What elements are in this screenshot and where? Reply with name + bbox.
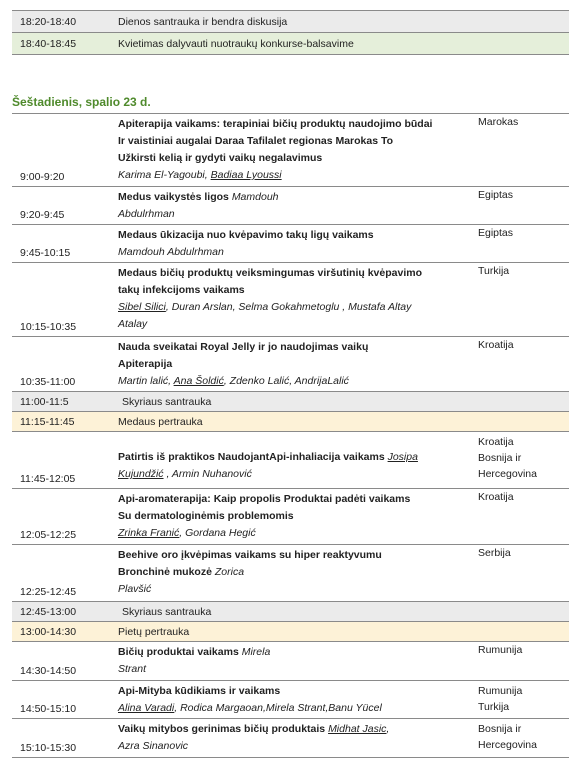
time-cell: 9:00-9:20 [20, 171, 65, 183]
talk-title: Bičių produktai vaikams [118, 646, 242, 658]
author: Plavšić [118, 583, 152, 595]
table-row [12, 225, 569, 263]
time-cell: 18:40-18:45 [20, 37, 77, 50]
talk-title: Užkirsti kelią ir gydyti vaikų negalavimus [118, 152, 323, 164]
author: Karima El-Yagoubi, [118, 169, 211, 181]
table-row [12, 622, 569, 642]
author: Strant [118, 663, 147, 675]
country-cell: Hercegovina [478, 468, 537, 480]
talk-title: Nauda sveikatai Royal Jelly ir jo naudojimas vaikų [118, 341, 369, 353]
session-title: Pietų pertrauka [118, 625, 190, 638]
day-heading: Šeštadienis, spalio 23 d. [12, 95, 151, 109]
session-title: Skyriaus santrauka [122, 605, 212, 618]
table-row [12, 33, 569, 55]
time-cell: 14:30-14:50 [20, 665, 77, 677]
country-cell: Bosnija ir [478, 723, 522, 735]
session-title: Skyriaus santrauka [122, 395, 212, 408]
session-title: Medaus pertrauka [118, 415, 203, 428]
country-cell: Serbija [478, 547, 511, 559]
table-row [12, 602, 569, 622]
top-schedule-table [12, 10, 569, 55]
table-row [12, 263, 569, 337]
author-link[interactable]: Zrinka Franić [118, 527, 180, 539]
time-cell: 11:15-11:45 [20, 415, 75, 428]
country-cell: Rumunija [478, 644, 523, 656]
author-link[interactable]: Badiaa Lyoussi [210, 169, 282, 181]
country-cell: Egiptas [478, 227, 514, 239]
session-title: Kvietimas dalyvauti nuotraukų konkurse-balsavime [118, 37, 354, 50]
time-cell: 11:00-11:5 [20, 395, 69, 408]
table-row [12, 392, 569, 412]
author-link[interactable]: Kujundžić [118, 468, 164, 480]
author: Mirela [241, 646, 271, 658]
author: Martin lalić, [118, 375, 174, 387]
author: Mamdouh [231, 191, 279, 203]
table-row [12, 10, 569, 33]
author: , Gordana Hegić [179, 527, 256, 539]
table-row [12, 432, 569, 489]
author: , [386, 723, 390, 735]
talk-title: Api-aromaterapija: Kaip propolis Produktai padėti vaikams [118, 493, 411, 505]
talk-title: Beehive oro įkvėpimas vaikams su hiper reaktyvumu [118, 549, 382, 561]
author-link[interactable]: Sibel Silici [118, 301, 166, 313]
table-row [12, 545, 569, 602]
table-row [12, 489, 569, 545]
table-row [12, 337, 569, 392]
table-row [12, 412, 569, 432]
author: , Zdenko Lalić, [223, 375, 295, 387]
talk-title: Patirtis iš praktikos NaudojantApi-inhaliacija vaikams [118, 451, 388, 463]
session-title: Dienos santrauka ir bendra diskusija [118, 15, 288, 28]
talk-title: takų infekcijoms vaikams [118, 284, 245, 296]
talk-title: Medus vaikystės ligos [118, 191, 232, 203]
table-row [12, 113, 569, 187]
talk-title: Apiterapija [118, 358, 173, 370]
country-cell: Egiptas [478, 189, 514, 201]
table-row [12, 681, 569, 719]
time-cell: 12:25-12:45 [20, 586, 77, 598]
talk-title: Bronchinė mukozė [118, 566, 215, 578]
author: Mamdouh Abdulrhman [118, 246, 224, 258]
time-cell: 9:20-9:45 [20, 209, 65, 221]
country-cell: Kroatija [478, 491, 514, 503]
author-link[interactable]: Ana Šoldić [173, 375, 224, 387]
author: AndrijaLalić [294, 375, 349, 387]
table-row [12, 719, 569, 758]
country-cell: Turkija [478, 701, 510, 713]
talk-title: Su dermatologinėmis problemomis [118, 510, 294, 522]
talk-title: Api-Mityba kūdikiams ir vaikams [118, 685, 281, 697]
author: Abdulrhman [118, 208, 175, 220]
time-cell: 18:20-18:40 [20, 15, 77, 28]
time-cell: 12:05-12:25 [20, 529, 77, 541]
time-cell: 11:45-12:05 [20, 473, 76, 485]
country-cell: Turkija [478, 265, 510, 277]
time-cell: 12:45-13:00 [20, 605, 77, 618]
saturday-schedule-table [12, 113, 569, 758]
author-link[interactable]: Alina Varadi [118, 702, 175, 714]
time-cell: 15:10-15:30 [20, 742, 77, 754]
time-cell: 14:50-15:10 [20, 703, 77, 715]
author-link[interactable]: Midhat Jasic [328, 723, 387, 735]
talk-title: Apiterapija vaikams: terapiniai bičių produktų naudojimo būdai [118, 118, 433, 130]
country-cell: Marokas [478, 116, 519, 128]
country-cell: Bosnija ir [478, 452, 522, 464]
talk-title: Medaus ūkizacija nuo kvėpavimo takų ligų vaikams [118, 229, 374, 241]
time-cell: 10:35-11:00 [20, 376, 76, 388]
time-cell: 9:45-10:15 [20, 247, 71, 259]
author-link[interactable]: Josipa [387, 451, 418, 463]
talk-title: Medaus bičių produktų veiksmingumas viršutinių kvėpavimo [118, 267, 422, 279]
table-row [12, 187, 569, 225]
table-row [12, 642, 569, 681]
talk-title: Ir vaistiniai augalai Daraa Tafilalet regionas Marokas To [118, 135, 394, 147]
time-cell: 13:00-14:30 [20, 625, 77, 638]
country-cell: Kroatija [478, 436, 514, 448]
author: Atalay [118, 318, 148, 330]
country-cell: Rumunija [478, 685, 523, 697]
author: , Duran Arslan, Selma Gokahmetoglu , Mustafa Altay [165, 301, 412, 313]
country-cell: Hercegovina [478, 739, 537, 751]
country-cell: Kroatija [478, 339, 514, 351]
author: , Armin Nuhanović [163, 468, 252, 480]
author: , Rodica Margaoan,Mirela Strant,Banu Yücel [174, 702, 382, 714]
author: Azra Sinanovic [118, 740, 189, 752]
author: Zorica [214, 566, 245, 578]
time-cell: 10:15-10:35 [20, 321, 77, 333]
talk-title: Vaikų mitybos gerinimas bičių produktais [118, 723, 329, 735]
